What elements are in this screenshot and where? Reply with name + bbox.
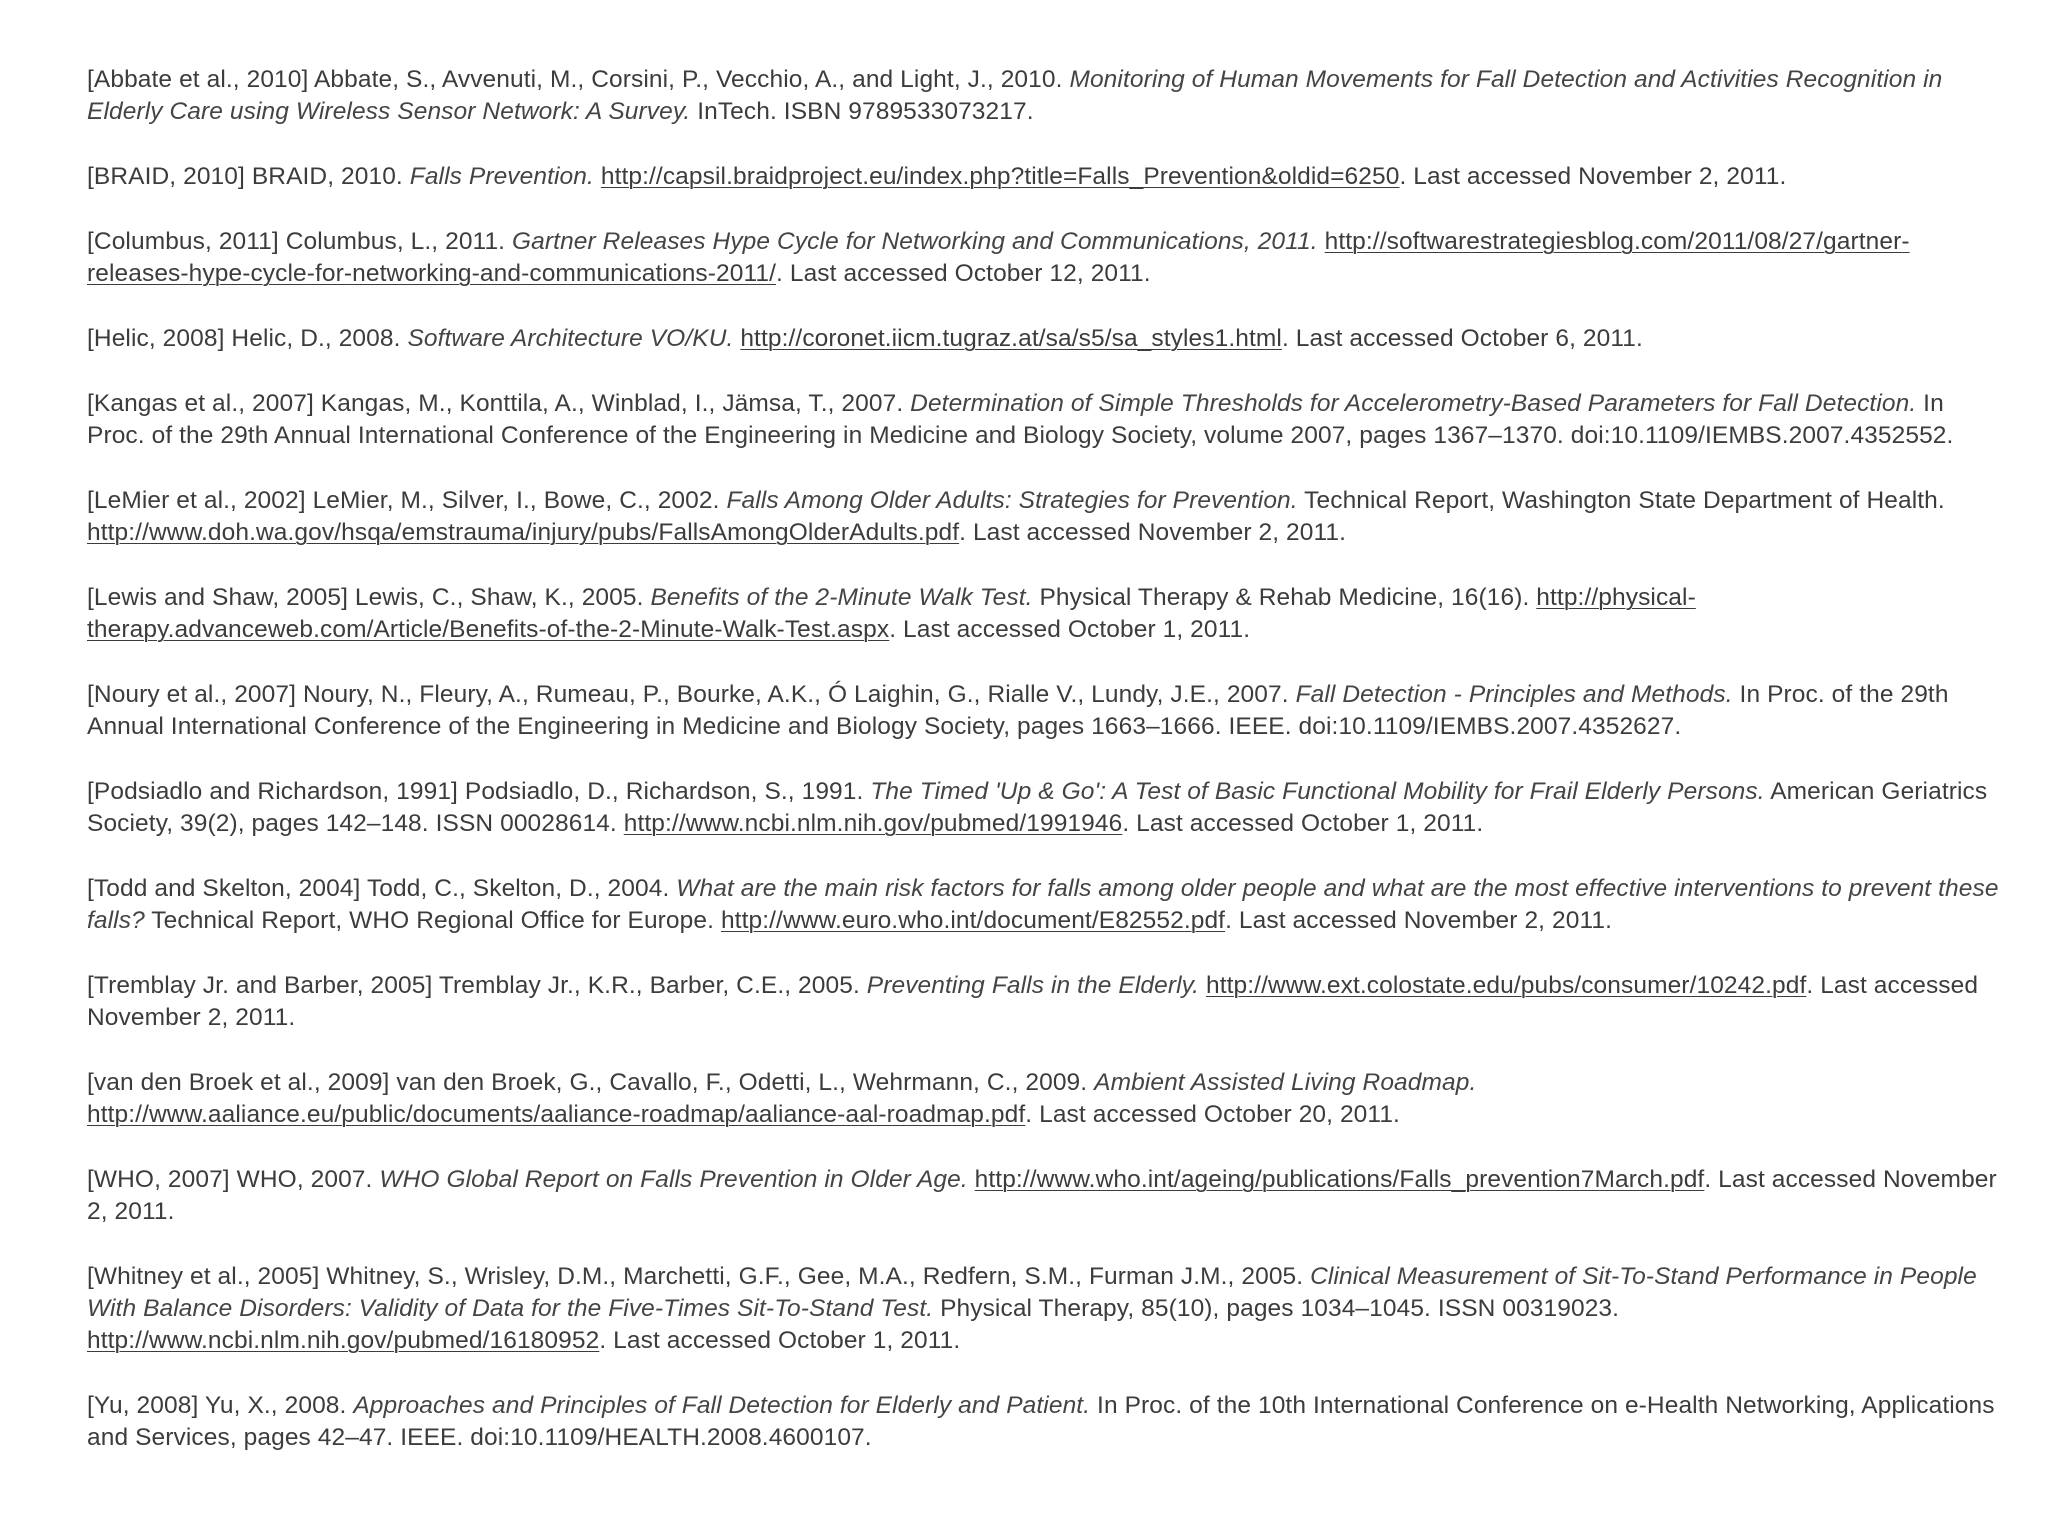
bibliography xyxy=(87,64,2007,1487)
reference-details: In Proc. of the 29th Annual International Conference of the Engineering in Medicine and Biology Society, volume 2007, pages 1367–1370. doi:10.1109/IEMBS.2007.4352552. xyxy=(87,390,1954,449)
reference-entry xyxy=(87,1067,2007,1131)
reference-authors: Whitney, S., Wrisley, D.M., Marchetti, G.F., Gee, M.A., Redfern, S.M., Furman J.M., 2005. xyxy=(326,1263,1304,1290)
reference-authors: Podsiadlo, D., Richardson, S., 1991. xyxy=(464,778,864,805)
reference-link[interactable]: http://softwarestrategiesblog.com/2011/08/27/gartner-releases-hype-cycle-for-networking-and-communications-2011/ xyxy=(87,228,1910,287)
reference-link[interactable]: http://www.doh.wa.gov/hsqa/emstrauma/injury/pubs/FallsAmongOlderAdults.pdf xyxy=(87,519,960,546)
reference-access-note: . Last accessed November 2, 2011. xyxy=(87,972,1979,1031)
reference-access-note: . Last accessed October 1, 2011. xyxy=(1122,810,1484,837)
reference-entry xyxy=(87,388,2007,452)
reference-title: Approaches and Principles of Fall Detection for Elderly and Patient. xyxy=(353,1392,1091,1419)
reference-title: Software Architecture VO/KU. xyxy=(407,325,734,352)
reference-authors: van den Broek, G., Cavallo, F., Odetti, L., Wehrmann, C., 2009. xyxy=(396,1069,1088,1096)
reference-authors: Helic, D., 2008. xyxy=(231,325,401,352)
reference-authors: Lewis, C., Shaw, K., 2005. xyxy=(354,584,644,611)
reference-link[interactable]: http://www.ncbi.nlm.nih.gov/pubmed/16180952 xyxy=(87,1327,600,1354)
reference-access-note: . Last accessed November 2, 2011. xyxy=(1225,907,1612,934)
reference-entry xyxy=(87,161,2007,193)
reference-authors: Noury, N., Fleury, A., Rumeau, P., Bourke, A.K., Ó Laighin, G., Rialle V., Lundy, J.E., 2007. xyxy=(302,681,1289,708)
reference-key: [Tremblay Jr. and Barber, 2005] xyxy=(87,972,433,999)
reference-link[interactable]: http://www.ncbi.nlm.nih.gov/pubmed/1991946 xyxy=(623,810,1123,837)
reference-entry xyxy=(87,970,2007,1034)
reference-entry xyxy=(87,323,2007,355)
reference-access-note: . Last accessed November 2, 2011. xyxy=(1399,163,1787,190)
reference-key: [BRAID, 2010] xyxy=(87,163,245,190)
reference-title: What are the main risk factors for falls among older people and what are the most effective interventions to prevent these falls? xyxy=(87,875,1999,934)
reference-access-note: . Last accessed November 2, 2011. xyxy=(959,519,1347,546)
reference-title: Ambient Assisted Living Roadmap. xyxy=(1094,1069,1477,1096)
reference-key: [Yu, 2008] xyxy=(87,1392,199,1419)
reference-entry xyxy=(87,679,2007,743)
reference-details: Physical Therapy, 85(10), pages 1034–1045. ISSN 00319023. xyxy=(940,1295,1620,1322)
reference-authors: WHO, 2007. xyxy=(236,1166,373,1193)
reference-authors: Abbate, S., Avvenuti, M., Corsini, P., Vecchio, A., and Light, J., 2010. xyxy=(313,66,1063,93)
reference-key: [Lewis and Shaw, 2005] xyxy=(87,584,348,611)
reference-title: Monitoring of Human Movements for Fall Detection and Activities Recognition in Elderly Care using Wireless Sensor Network: A Survey. xyxy=(87,66,1943,125)
reference-details: In Proc. of the 10th International Conference on e-Health Networking, Applications and Services, pages 42–47. IEEE. doi:10.1109/HEALTH.2008.4600107. xyxy=(87,1392,1995,1451)
reference-link[interactable]: http://physical-therapy.advanceweb.com/Article/Benefits-of-the-2-Minute-Walk-Test.aspx xyxy=(87,584,1696,643)
reference-title: Fall Detection - Principles and Methods. xyxy=(1295,681,1733,708)
reference-title: Clinical Measurement of Sit-To-Stand Performance in People With Balance Disorders: Validity of Data for the Five-Times Sit-To-Stand Test. xyxy=(87,1263,1977,1322)
reference-title: The Timed 'Up & Go': A Test of Basic Functional Mobility for Frail Elderly Persons. xyxy=(870,778,1765,805)
reference-link[interactable]: http://coronet.iicm.tugraz.at/sa/s5/sa_styles1.html xyxy=(740,325,1282,352)
reference-access-note: . Last accessed October 20, 2011. xyxy=(1025,1101,1400,1128)
reference-key: [Podsiadlo and Richardson, 1991] xyxy=(87,778,458,805)
reference-key: [Noury et al., 2007] xyxy=(87,681,297,708)
reference-authors: Columbus, L., 2011. xyxy=(285,228,506,255)
reference-key: [Todd and Skelton, 2004] xyxy=(87,875,361,902)
reference-authors: Todd, C., Skelton, D., 2004. xyxy=(366,875,670,902)
reference-key: [WHO, 2007] xyxy=(87,1166,230,1193)
reference-title: Gartner Releases Hype Cycle for Networking and Communications, 2011. xyxy=(512,228,1318,255)
reference-link[interactable]: http://www.aaliance.eu/public/documents/aaliance-roadmap/aaliance-aal-roadmap.pdf xyxy=(87,1101,1026,1128)
reference-key: [Whitney et al., 2005] xyxy=(87,1263,320,1290)
reference-access-note: . Last accessed October 6, 2011. xyxy=(1281,325,1643,352)
reference-details: Technical Report, Washington State Department of Health. xyxy=(1304,487,1945,514)
reference-key: [Kangas et al., 2007] xyxy=(87,390,314,417)
reference-entry xyxy=(87,582,2007,646)
reference-details: In Proc. of the 29th Annual International Conference of the Engineering in Medicine and Biology Society, pages 1663–1666. IEEE. doi:10.1109/IEMBS.2007.4352627. xyxy=(87,681,1949,740)
reference-key: [van den Broek et al., 2009] xyxy=(87,1069,390,1096)
reference-authors: Kangas, M., Konttila, A., Winblad, I., Jämsa, T., 2007. xyxy=(320,390,904,417)
reference-access-note: . Last accessed November 2, 2011. xyxy=(87,1166,1997,1225)
reference-key: [Helic, 2008] xyxy=(87,325,225,352)
reference-authors: BRAID, 2010. xyxy=(251,163,403,190)
reference-entry xyxy=(87,226,2007,290)
reference-key: [LeMier et al., 2002] xyxy=(87,487,306,514)
reference-details: Technical Report, WHO Regional Office for Europe. xyxy=(151,907,715,934)
reference-details: American Geriatrics Society, 39(2), pages 142–148. ISSN 00028614. xyxy=(87,778,1988,837)
reference-title: Preventing Falls in the Elderly. xyxy=(866,972,1200,999)
reference-entry xyxy=(87,1261,2007,1357)
reference-title: Determination of Simple Thresholds for Accelerometry-Based Parameters for Fall Detection. xyxy=(910,390,1917,417)
reference-entry xyxy=(87,873,2007,937)
reference-details: InTech. ISBN 9789533073217. xyxy=(697,98,1034,125)
reference-entry xyxy=(87,1164,2007,1228)
reference-title: Falls Among Older Adults: Strategies for Prevention. xyxy=(726,487,1298,514)
reference-details: Physical Therapy & Rehab Medicine, 16(16). xyxy=(1039,584,1530,611)
reference-entry xyxy=(87,1390,2007,1454)
reference-authors: Tremblay Jr., K.R., Barber, C.E., 2005. xyxy=(438,972,860,999)
reference-link[interactable]: http://www.euro.who.int/document/E82552.pdf xyxy=(720,907,1226,934)
reference-link[interactable]: http://www.who.int/ageing/publications/Falls_prevention7March.pdf xyxy=(974,1166,1705,1193)
reference-access-note: . Last accessed October 1, 2011. xyxy=(889,616,1251,643)
reference-authors: LeMier, M., Silver, I., Bowe, C., 2002. xyxy=(312,487,720,514)
reference-title: Benefits of the 2-Minute Walk Test. xyxy=(650,584,1033,611)
reference-title: Falls Prevention. xyxy=(409,163,594,190)
reference-title: WHO Global Report on Falls Prevention in Older Age. xyxy=(379,1166,968,1193)
reference-entry xyxy=(87,64,2007,128)
reference-link[interactable]: http://capsil.braidproject.eu/index.php?title=Falls_Prevention&oldid=6250 xyxy=(600,163,1400,190)
reference-entry xyxy=(87,776,2007,840)
reference-key: [Columbus, 2011] xyxy=(87,228,279,255)
reference-key: [Abbate et al., 2010] xyxy=(87,66,309,93)
reference-link[interactable]: http://www.ext.colostate.edu/pubs/consumer/10242.pdf xyxy=(1206,972,1807,999)
reference-access-note: . Last accessed October 1, 2011. xyxy=(599,1327,961,1354)
reference-access-note: . Last accessed October 12, 2011. xyxy=(776,260,1151,287)
reference-authors: Yu, X., 2008. xyxy=(204,1392,347,1419)
reference-entry xyxy=(87,485,2007,549)
